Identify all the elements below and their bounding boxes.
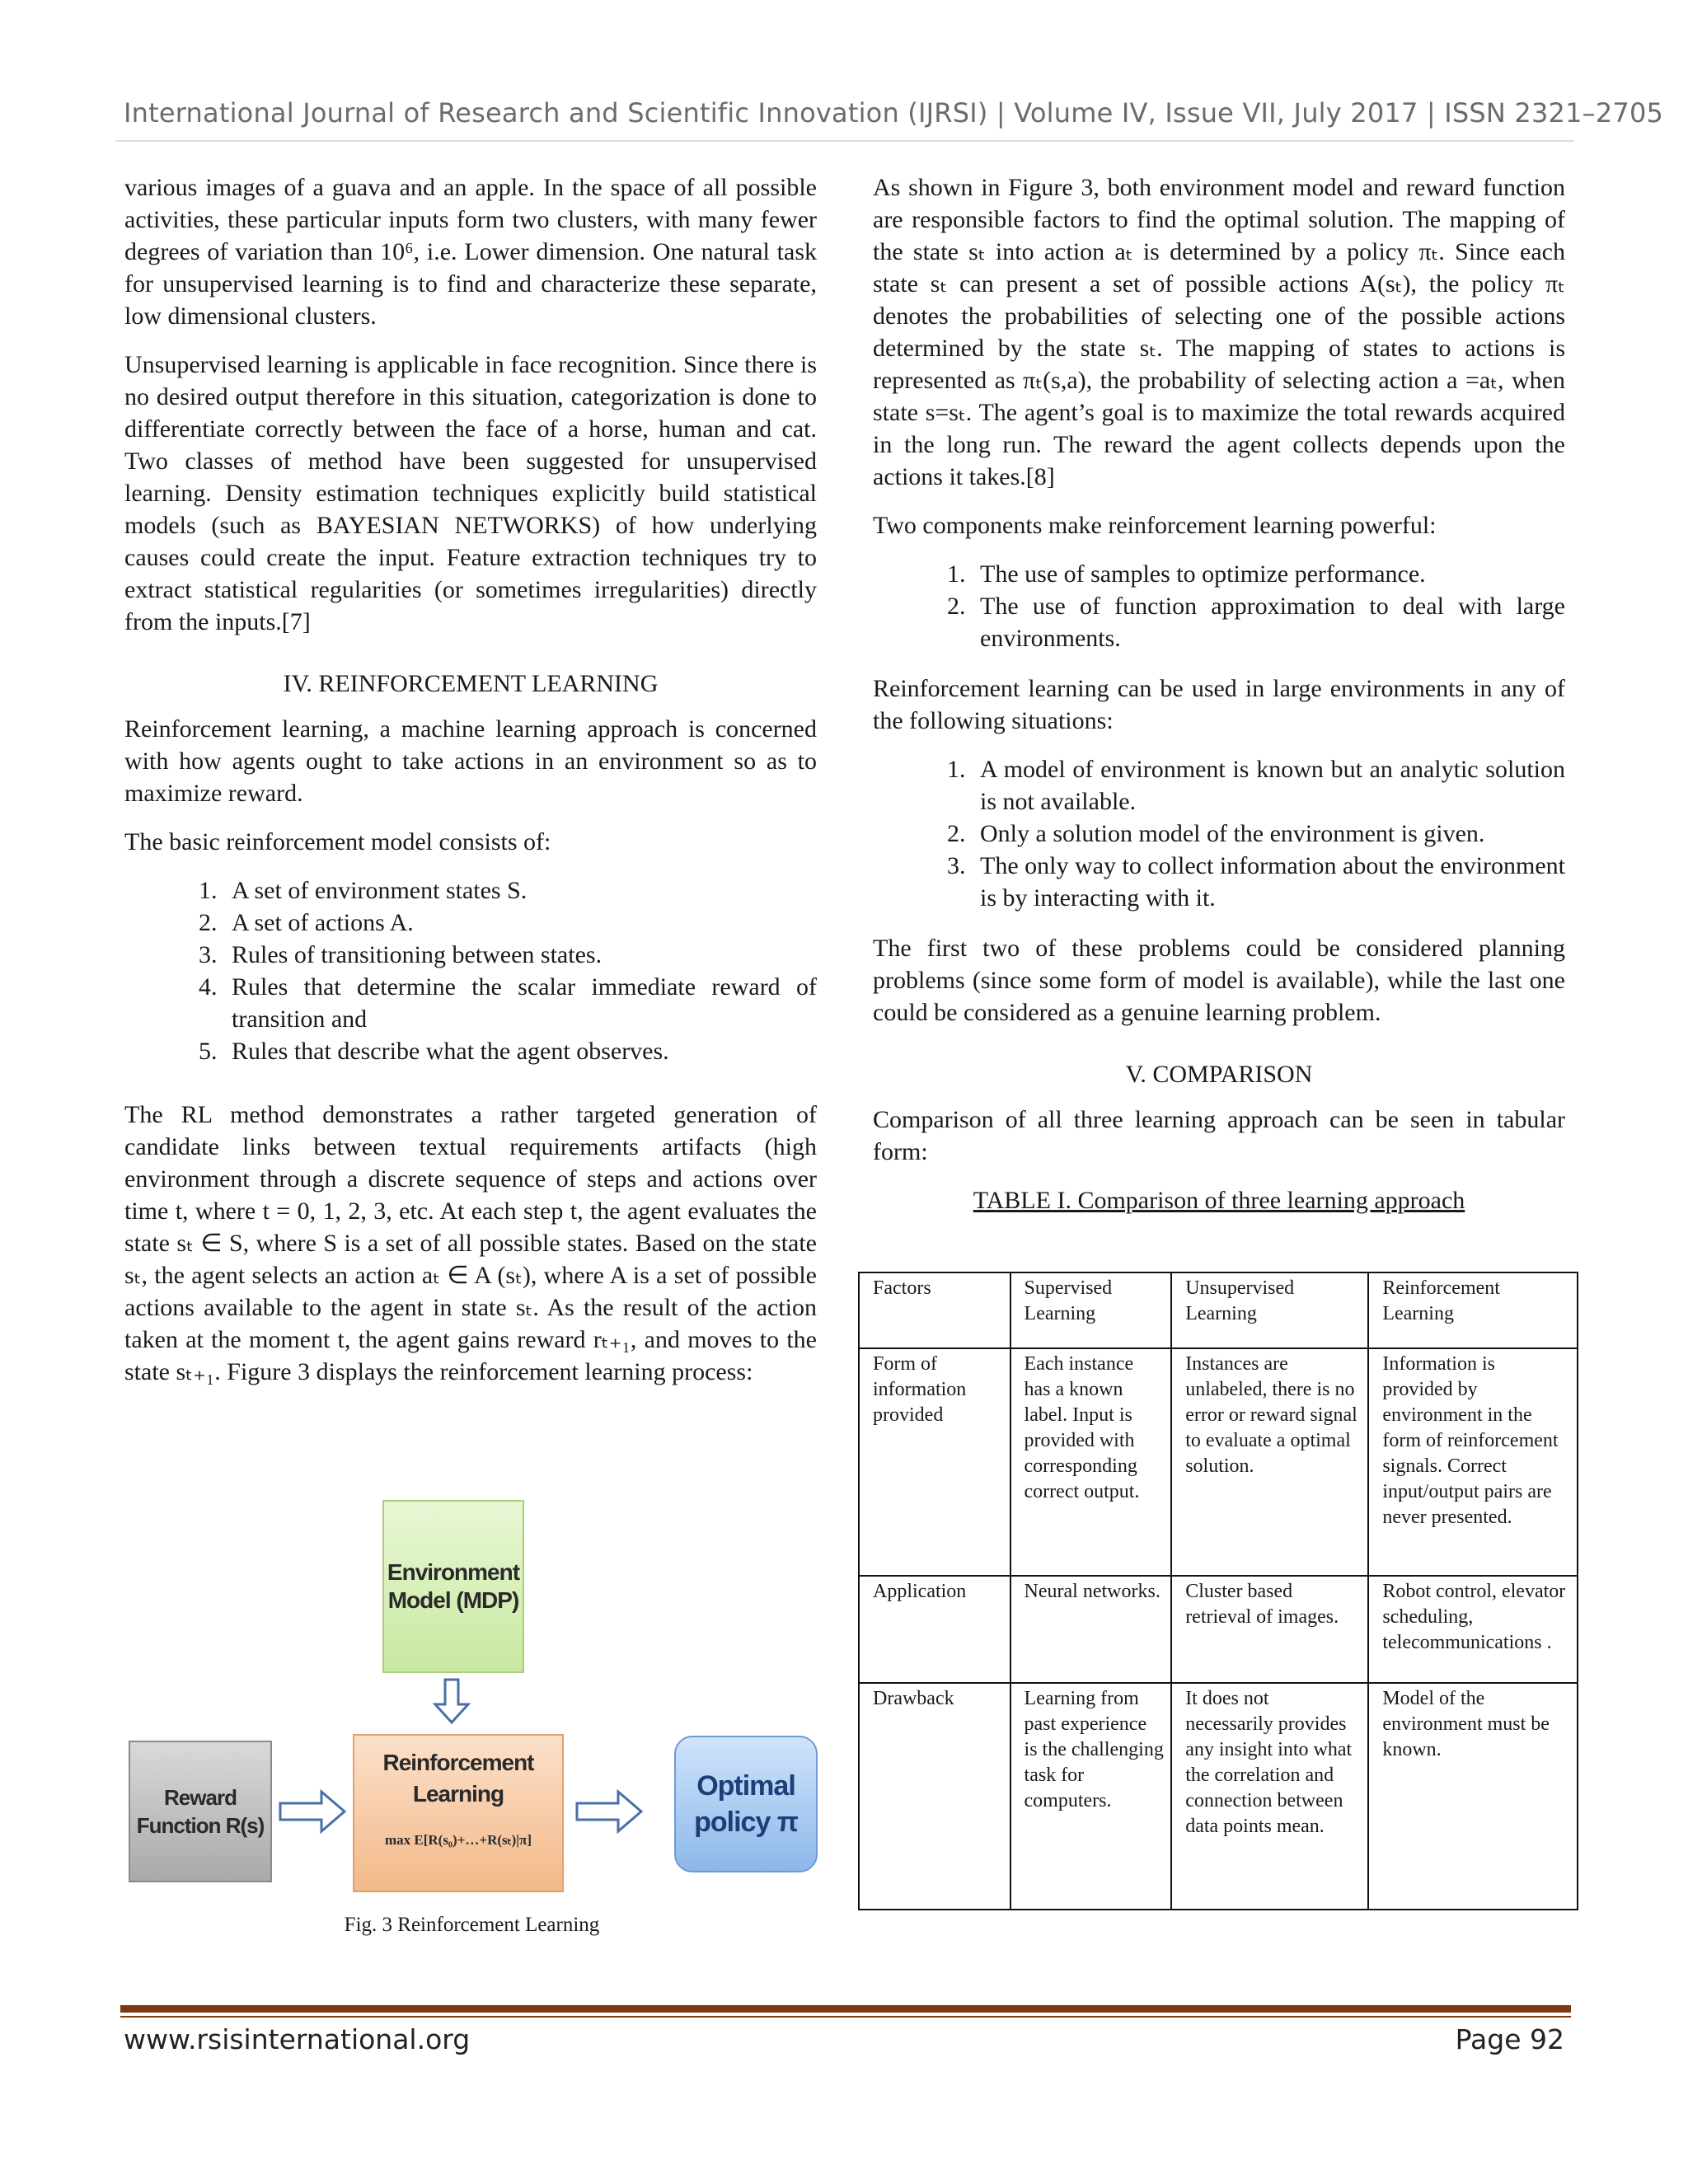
header-divider xyxy=(115,140,1574,142)
paragraph: The RL method demonstrates a rather targeted generation of candidate links between textual requirements artifacts (high environment through a discrete sequence of steps and actions over time t, where t = 0, 1, 2, 3, etc. At each step t, the agent evaluates the state sₜ ∈ S, where S is a set of all possible states. Based on the state sₜ, the agent selects an action aₜ ∈ A (sₜ), where A is a set of possible actions available to the agent in state sₜ. As the result of the action taken at the moment t, the agent gains reward rₜ₊₁, and moves to the state sₜ₊₁. Figure 3 displays the reinforcement learning process: xyxy=(124,1101,817,1385)
table-cell: Factors xyxy=(859,1272,1010,1348)
table-cell: It does not necessarily provides any insight into what the correlation and connection between data points mean. xyxy=(1171,1683,1368,1910)
model-list xyxy=(124,874,817,1067)
paragraph: various images of a guava and an apple. In the space of all possible activities, these particular inputs form two clusters, with many fewer degrees of variation than 10⁶, i.e. Lower dimension. One natural task for unsupervised learning is to find and characterize these separate, low dimensional clusters. xyxy=(124,174,817,330)
rl-figure xyxy=(124,1492,820,1904)
rl-label-2: Learning xyxy=(412,1781,504,1807)
table-cell: Reinforcement Learning xyxy=(1368,1272,1578,1348)
reinforcement-learning-box xyxy=(353,1734,564,1892)
table-cell: Information is provided by environment in the form of reinforcement signals. Correct input/output pairs are never presented. xyxy=(1368,1348,1578,1576)
footer-divider xyxy=(120,2016,1571,2018)
footer-divider xyxy=(120,2005,1571,2013)
list-item: 5. Rules that describe what the agent observes. xyxy=(223,1035,817,1067)
table-row xyxy=(859,1272,1578,1348)
left-column xyxy=(124,171,817,1404)
paragraph: Reinforcement learning can be used in large environments in any of the following situations: xyxy=(873,675,1565,734)
table-caption: TABLE I. Comparison of three learning approach xyxy=(973,1187,1465,1214)
list-item: 2. A set of actions A. xyxy=(223,907,817,939)
reward-label-1: Reward xyxy=(164,1785,237,1810)
rl-label-1: Reinforcement xyxy=(382,1750,534,1775)
reward-label-2: Function R(s) xyxy=(136,1813,265,1838)
comparison-table xyxy=(858,1272,1578,1910)
journal-header: International Journal of Research and Scientific Innovation (IJRSI) | Volume IV, Issue VII, July 2017 | ISSN 2321–2705 xyxy=(124,97,1664,129)
list-item: 1. The use of samples to optimize performance. xyxy=(972,558,1565,590)
table-cell: Learning from past experience is the challenging task for computers. xyxy=(1010,1683,1172,1910)
right-arrow-icon xyxy=(280,1792,345,1831)
table-cell: Supervised Learning xyxy=(1010,1272,1172,1348)
list-item: 1. A model of environment is known but an analytic solution is not available. xyxy=(972,753,1565,818)
website-link[interactable]: www.rsisinternational.org xyxy=(124,2023,471,2055)
section-heading: V. COMPARISON xyxy=(1125,1061,1313,1088)
table-row xyxy=(859,1576,1578,1683)
env-label-2: Model (MDP) xyxy=(387,1587,519,1613)
table-cell: Model of the environment must be known. xyxy=(1368,1683,1578,1910)
figure-caption: Fig. 3 Reinforcement Learning xyxy=(344,1914,600,1936)
situations-list xyxy=(873,753,1565,914)
table-cell: Application xyxy=(859,1576,1010,1683)
table-row xyxy=(859,1348,1578,1576)
table-cell: Neural networks. xyxy=(1010,1576,1172,1683)
down-arrow-icon xyxy=(435,1680,468,1722)
list-item: 4. Rules that determine the scalar immediate reward of transition and xyxy=(223,971,817,1035)
table-row xyxy=(859,1683,1578,1910)
list-item: 3. The only way to collect information about the environment is by interacting with it. xyxy=(972,850,1565,914)
list-item: 1. A set of environment states S. xyxy=(223,874,817,907)
paragraph: Two components make reinforcement learning powerful: xyxy=(873,512,1437,539)
paragraph: As shown in Figure 3, both environment model and reward function are responsible factors to find the optimal solution. The mapping of the state sₜ into action aₜ is determined by a policy πₜ. Since each state sₜ can present a set of possible actions A(sₜ), the policy πₜ denotes the probabilities of selecting one of the possible actions determined by the state sₜ. The mapping of states to actions is represented as πₜ(s,a), the probability of selecting action a =aₜ, when state s=sₜ. The agent’s goal is to maximize the total rewards acquired in the long run. The reward the agent collects depends upon the actions it takes.[8] xyxy=(873,174,1565,490)
env-label-1: Environment xyxy=(387,1559,520,1585)
opt-label-1: Optimal xyxy=(696,1770,795,1802)
reward-function-box xyxy=(129,1741,272,1882)
table-cell: Robot control, elevator scheduling, telecommunications . xyxy=(1368,1576,1578,1683)
right-column xyxy=(873,171,1565,1236)
paragraph: Comparison of all three learning approach can be seen in tabular form: xyxy=(873,1106,1565,1165)
table-cell: Drawback xyxy=(859,1683,1010,1910)
list-item: 2. The use of function approximation to deal with large environments. xyxy=(972,590,1565,654)
paragraph: Reinforcement learning, a machine learning approach is concerned with how agents ought to take actions in an environment so as to maximize reward. xyxy=(124,715,817,807)
page-number: Page 92 xyxy=(1455,2023,1564,2055)
list-item: 2. Only a solution model of the environment is given. xyxy=(972,818,1565,850)
optimal-policy-box xyxy=(674,1736,818,1872)
opt-label-2: policy π xyxy=(694,1807,798,1838)
right-arrow-icon xyxy=(577,1792,641,1831)
table-cell: Form of information provided xyxy=(859,1348,1010,1576)
rl-formula: max E[R(s₀)+…+R(sₜ)|π] xyxy=(384,1832,532,1848)
paragraph: Unsupervised learning is applicable in face recognition. Since there is no desired output therefore in this situation, categorization is done to differentiate correctly between the face of a horse, human and cat. Two classes of method have been suggested for unsupervised learning. Density estimation techniques explicitly build statistical models (such as BAYESIAN NETWORKS) of how underlying causes could create the input. Feature extraction techniques try to extract statistical regularities (or sometimes irregularities) directly from the inputs.[7] xyxy=(124,351,817,635)
paragraph: The basic reinforcement model consists of: xyxy=(124,828,551,855)
table-cell: Instances are unlabeled, there is no error or reward signal to evaluate a optimal solution. xyxy=(1171,1348,1368,1576)
table-cell: Each instance has a known label. Input is provided with corresponding correct output. xyxy=(1010,1348,1172,1576)
list-item: 3. Rules of transitioning between states. xyxy=(223,939,817,971)
table-cell: Unsupervised Learning xyxy=(1171,1272,1368,1348)
section-heading: IV. REINFORCEMENT LEARNING xyxy=(283,670,659,697)
components-list xyxy=(873,558,1565,654)
table-cell: Cluster based retrieval of images. xyxy=(1171,1576,1368,1683)
paragraph: The first two of these problems could be considered planning problems (since some form of model is available), while the last one could be considered as a genuine learning problem. xyxy=(873,935,1565,1026)
